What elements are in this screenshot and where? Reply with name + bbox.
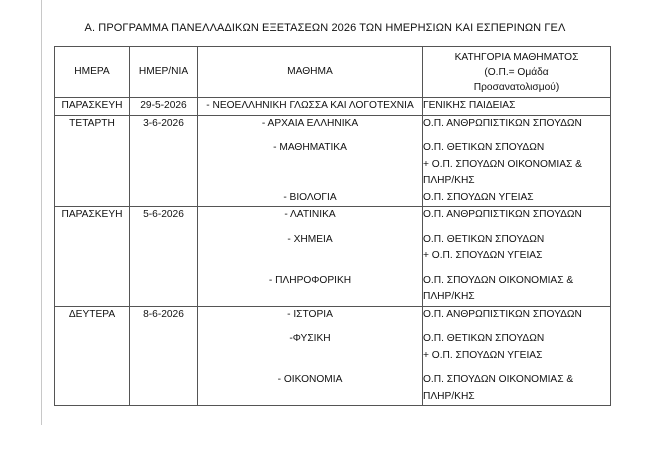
header-category: [423, 47, 611, 98]
date-cell: [130, 115, 198, 207]
subject-cell: [198, 306, 423, 406]
category-text: Ο.Π. ΑΝΘΡΩΠΙΣΤΙΚΩΝ ΣΠΟΥΔΩΝ: [423, 209, 582, 220]
table-header-row: [55, 47, 611, 98]
subject-text: - ΝΕΟΕΛΛΗΝΙΚΗ ΓΛΩΣΣΑ ΚΑΙ ΛΟΓΟΤΕΧΝΙΑ: [206, 100, 414, 111]
subject-text: - ΧΗΜΕΙΑ: [287, 233, 333, 245]
subject-text: - ΑΡΧΑΙΑ ΕΛΛΗΝΙΚΑ: [261, 117, 359, 129]
category-text: + Ο.Π. ΣΠΟΥΔΩΝ ΥΓΕΙΑΣ: [423, 250, 543, 261]
category-text: Ο.Π. ΑΝΘΡΩΠΙΣΤΙΚΩΝ ΣΠΟΥΔΩΝ: [423, 308, 582, 320]
category-text: ΠΛΗΡ/ΚΗΣ: [423, 291, 475, 302]
day-cell: [55, 207, 130, 307]
header-day: ΗΜΕΡΑ: [55, 47, 130, 98]
category-cell: [423, 306, 611, 406]
header-category-line: Προσανατολισμού): [473, 81, 560, 93]
subject-text: - ΒΙΟΛΟΓΙΑ: [283, 191, 337, 203]
table-row: [55, 98, 611, 116]
document-title: Α. ΠΡΟΓΡΑΜΜΑ ΠΑΝΕΛΛΑΔΙΚΩΝ ΕΞΕΤΑΣΕΩΝ 2026 ΤΩΝ ΗΜΕΡΗΣΙΩΝ ΚΑΙ ΕΣΠΕΡΙΝΩΝ ΓΕΛ: [84, 22, 566, 34]
subject-cell: [198, 207, 423, 307]
day-text: ΤΕΤΑΡΤΗ: [69, 117, 115, 129]
page-margin-rule: [41, 0, 42, 425]
category-cell: [423, 98, 611, 116]
date-cell: [130, 207, 198, 307]
category-cell: [423, 115, 611, 207]
category-text: Ο.Π. ΣΠΟΥΔΩΝ ΥΓΕΙΑΣ: [423, 191, 534, 203]
category-text: ΓΕΝΙΚΗΣ ΠΑΙΔΕΙΑΣ: [423, 100, 516, 111]
day-cell: [55, 306, 130, 406]
category-text: Ο.Π. ΘΕΤΙΚΩΝ ΣΠΟΥΔΩΝ: [423, 333, 545, 344]
day-cell: [55, 98, 130, 116]
subject-cell: [198, 98, 423, 116]
day-cell: [55, 115, 130, 207]
exam-schedule-table: [54, 46, 611, 406]
date-cell: [130, 306, 198, 406]
subject-text: - ΠΛΗΡΟΦΟΡΙΚΗ: [268, 274, 352, 286]
date-text: 29-5-2026: [140, 100, 187, 111]
table-row: [55, 306, 611, 406]
subject-text: - ΟΙΚΟΝΟΜΙΑ: [277, 374, 343, 385]
date-cell: [130, 98, 198, 116]
header-category-line: (Ο.Π.= Ομάδα: [484, 66, 549, 78]
date-text: 5-6-2026: [143, 209, 184, 220]
category-text: Ο.Π. ΣΠΟΥΔΩΝ ΟΙΚΟΝΟΜΙΑΣ &: [423, 274, 574, 286]
header-date: ΗΜΕΡ/ΝΙΑ: [130, 47, 198, 98]
day-text: ΔΕΥΤΕΡΑ: [68, 308, 116, 320]
category-text: Ο.Π. ΘΕΤΙΚΩΝ ΣΠΟΥΔΩΝ: [423, 142, 545, 153]
category-text: ΠΛΗΡ/ΚΗΣ: [423, 390, 475, 402]
category-text: ΠΛΗΡ/ΚΗΣ: [423, 175, 475, 186]
day-text: ΠΑΡΑΣΚΕΥΗ: [61, 209, 123, 220]
header-category-line: ΚΑΤΗΓΟΡΙΑ ΜΑΘΗΜΑΤΟΣ: [454, 51, 579, 63]
category-text: Ο.Π. ΣΠΟΥΔΩΝ ΟΙΚΟΝΟΜΙΑΣ &: [423, 374, 574, 385]
subject-cell: [198, 115, 423, 207]
subject-text: - ΛΑΤΙΝΙΚΑ: [284, 209, 336, 220]
category-cell: [423, 207, 611, 307]
day-text: ΠΑΡΑΣΚΕΥΗ: [61, 100, 123, 111]
category-text: + Ο.Π. ΣΠΟΥΔΩΝ ΥΓΕΙΑΣ: [423, 349, 543, 361]
header-subject: ΜΑΘΗΜΑ: [198, 47, 423, 98]
date-text: 3-6-2026: [143, 117, 184, 129]
category-text: + Ο.Π. ΣΠΟΥΔΩΝ ΟΙΚΟΝΟΜΙΑΣ &: [423, 158, 582, 170]
category-text: Ο.Π. ΘΕΤΙΚΩΝ ΣΠΟΥΔΩΝ: [423, 233, 545, 245]
subject-text: - ΙΣΤΟΡΙΑ: [287, 308, 333, 320]
table-row: [55, 207, 611, 307]
subject-text: - ΜΑΘΗΜΑΤΙΚΑ: [273, 142, 347, 153]
table-row: [55, 115, 611, 207]
subject-text: -ΦΥΣΙΚΗ: [289, 333, 331, 344]
date-text: 8-6-2026: [143, 308, 184, 320]
category-text: Ο.Π. ΑΝΘΡΩΠΙΣΤΙΚΩΝ ΣΠΟΥΔΩΝ: [423, 117, 582, 129]
